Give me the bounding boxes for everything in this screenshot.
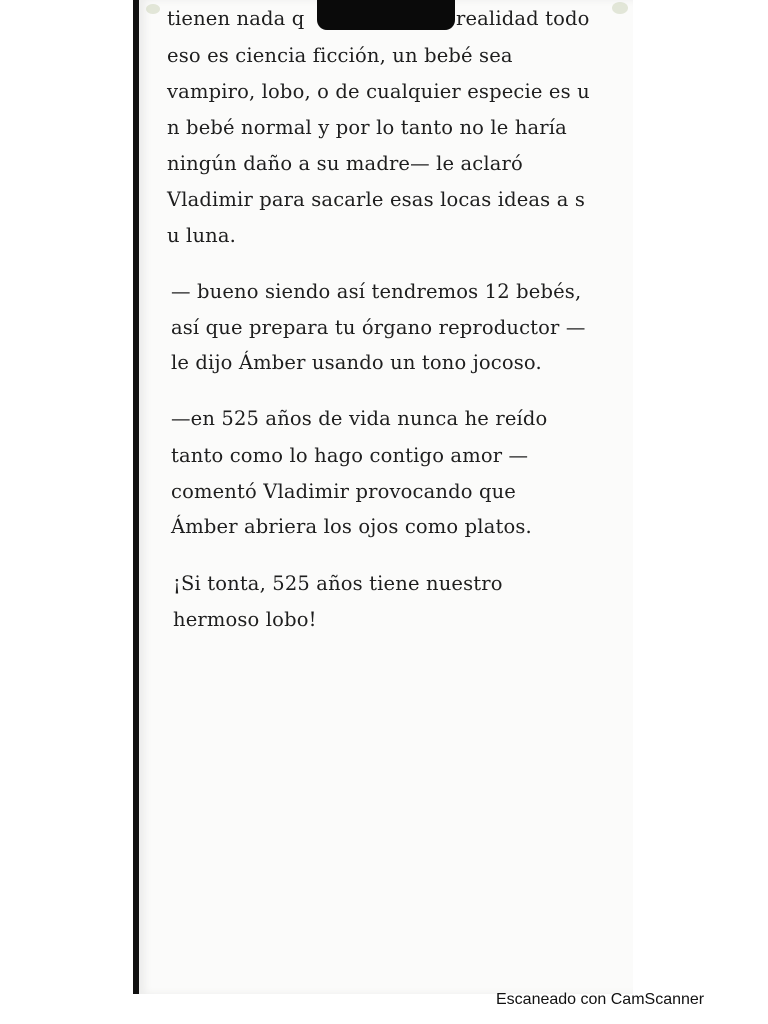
camscanner-watermark: Escaneado con CamScanner (496, 991, 705, 1008)
text-line: realidad todo (456, 7, 590, 30)
redaction-block (317, 0, 455, 30)
text-line: n bebé normal y por lo tanto no le haría (167, 116, 567, 139)
text-line: Ámber abriera los ojos como platos. (171, 515, 532, 538)
right-margin (633, 0, 768, 994)
text-line: ¡Si tonta, 525 años tiene nuestro (173, 572, 503, 595)
text-line: tanto como lo hago contigo amor — (171, 444, 529, 467)
text-line: tienen nada q (167, 7, 305, 30)
page-smudge (612, 2, 628, 14)
text-line: — bueno siendo así tendremos 12 bebés, (171, 280, 582, 303)
text-line: le dijo Ámber usando un tono jocoso. (171, 351, 542, 374)
text-line: así que prepara tu órgano reproductor — (171, 316, 586, 339)
text-line: u luna. (167, 224, 236, 247)
text-line: eso es ciencia ficción, un bebé sea (167, 44, 513, 67)
page-smudge (146, 4, 160, 14)
text-line: —en 525 años de vida nunca he reído (171, 407, 548, 430)
text-line: comentó Vladimir provocando que (171, 480, 516, 503)
left-margin (0, 0, 138, 994)
text-line: ningún daño a su madre— le aclaró (167, 152, 523, 175)
text-line: vampiro, lobo, o de cualquier especie es u (167, 80, 590, 103)
text-line: hermoso lobo! (173, 608, 317, 631)
text-line: Vladimir para sacarle esas locas ideas a s (167, 188, 585, 211)
